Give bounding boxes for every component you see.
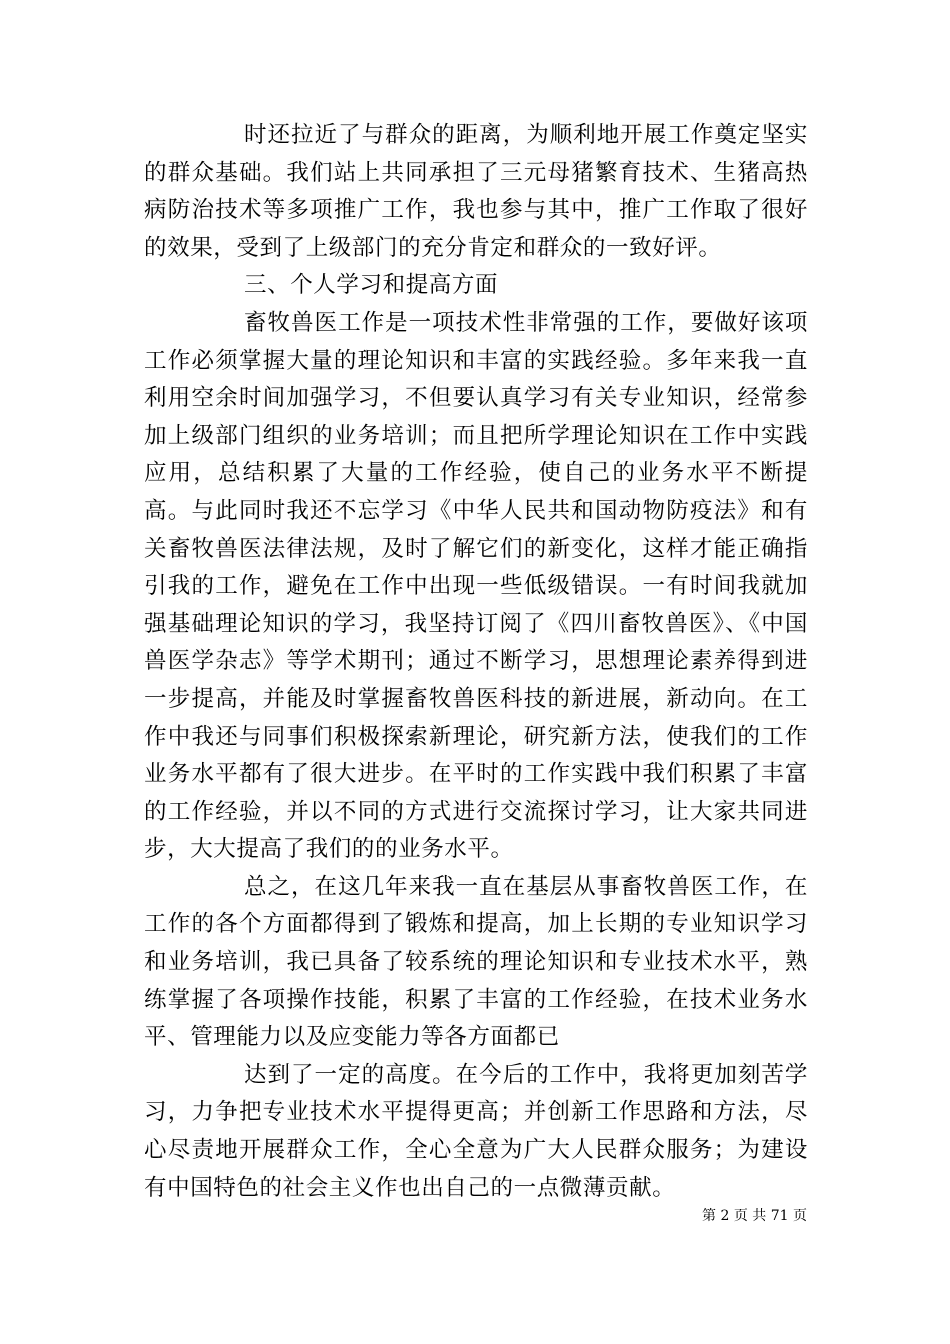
paragraph-conclusion: 达到了一定的高度。在今后的工作中，我将更加刻苦学习，力争把专业技术水平提得更高；并创新工作思路和方法，尽心尽责地开展群众工作，全心全意为广大人民群众服务；为建设有中国特色的社会主义作也出自己的一点微薄贡献。 <box>144 1061 808 1201</box>
page-number-footer: 第 2 页 共 71 页 <box>702 1208 807 1224</box>
paragraph-summary: 总之，在这几年来我一直在基层从事畜牧兽医工作，在工作的各个方面都得到了锻炼和提高，加上长期的专业知识学习和业务培训，我已具备了较系统的理论知识和专业技术水平，熟练掌握了各项操作技能，积累了丰富的工作经验，在技术业务水平、管理能力以及应变能力等各方面都已 <box>144 873 808 1051</box>
document-body <box>144 117 808 1207</box>
section-heading: 三、个人学习和提高方面 <box>244 272 499 299</box>
paragraph-study: 畜牧兽医工作是一项技术性非常强的工作，要做好该项工作必须掌握大量的理论知识和丰富的实践经验。多年来我一直利用空余时间加强学习，不但要认真学习有关专业知识，经常参加上级部门组织的业务培训；而且把所学理论知识在工作中实践应用，总结积累了大量的工作经验，使自己的业务水平不断提高。与此同时我还不忘学习《中华人民共和国动物防疫法》和有关畜牧兽医法律法规，及时了解它们的新变化，这样才能正确指引我的工作，避免在工作中出现一些低级错误。一有时间我就加强基础理论知识的学习，我坚持订阅了《四川畜牧兽医》、《中国兽医学杂志》等学术期刊；通过不断学习，思想理论素养得到进一步提高，并能及时掌握畜牧兽医科技的新进展，新动向。在工作中我还与同事们积极探索新理论，研究新方法，使我们的工作业务水平都有了很大进步。在平时的工作实践中我们积累了丰富的工作经验，并以不同的方式进行交流探讨学习，让大家共同进步，大大提高了我们的的业务水平。 <box>144 309 808 863</box>
paragraph-continuation: 时还拉近了与群众的距离，为顺利地开展工作奠定坚实的群众基础。我们站上共同承担了三元母猪繁育技术、生猪高热病防治技术等多项推广工作，我也参与其中，推广工作取了很好的效果，受到了上级部门的充分肯定和群众的一致好评。 <box>144 122 808 261</box>
